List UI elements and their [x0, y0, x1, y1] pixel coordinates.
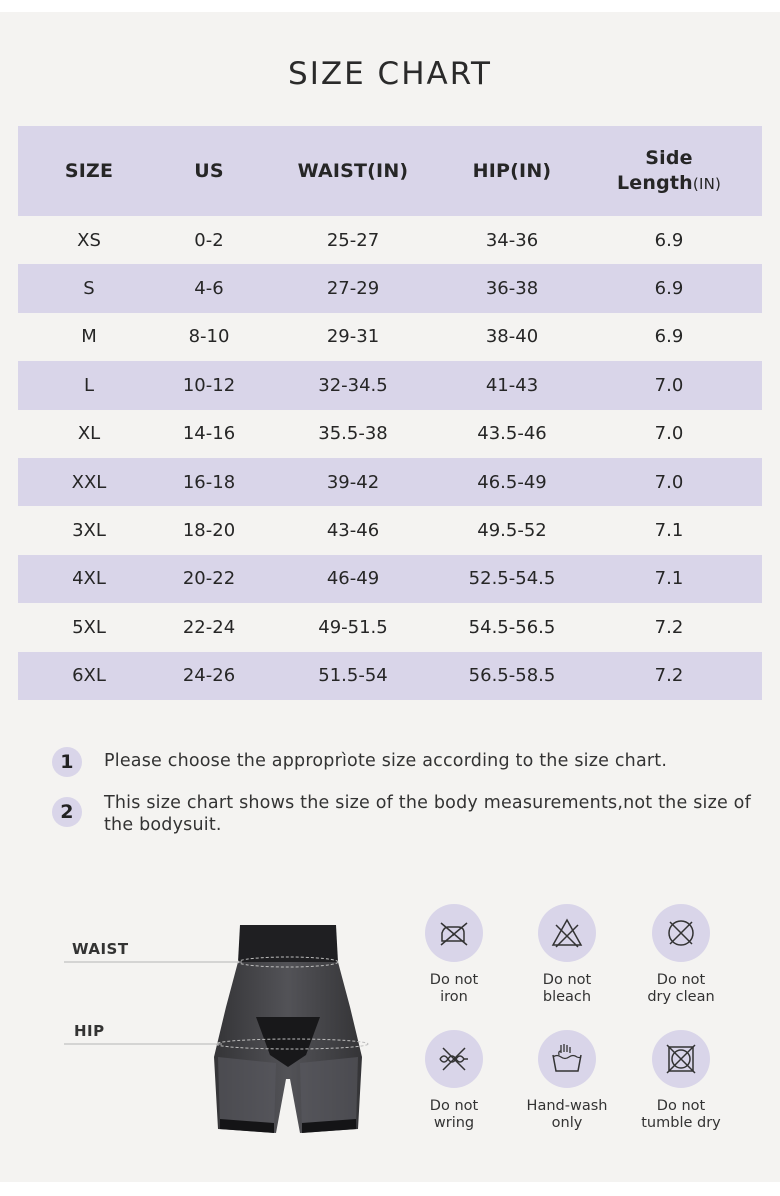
cell-side-length: 6.9	[576, 216, 762, 264]
cell-hip: 34-36	[448, 216, 576, 264]
table-row	[18, 603, 762, 651]
cell-us: 14-16	[160, 410, 258, 458]
cell-waist: 25-27	[258, 216, 448, 264]
header-side-length	[576, 126, 762, 216]
waist-label: WAIST	[72, 940, 129, 958]
size-chart-page	[0, 12, 780, 1182]
hand-wash-icon	[538, 1030, 596, 1088]
care-label: Do not iron	[429, 972, 479, 1005]
cell-side-length: 7.0	[576, 410, 762, 458]
cell-waist: 49-51.5	[258, 603, 448, 651]
cell-hip: 43.5-46	[448, 410, 576, 458]
table-row	[18, 458, 762, 506]
cell-waist: 51.5-54	[258, 652, 448, 700]
cell-us: 0-2	[160, 216, 258, 264]
care-label: Do not dry clean	[647, 972, 715, 1005]
cell-size: XXL	[18, 458, 160, 506]
cell-size: XL	[18, 410, 160, 458]
shapewear-shorts-image	[62, 907, 382, 1147]
no-tumble-dry-icon	[652, 1030, 710, 1088]
no-dry-clean-icon	[652, 904, 710, 962]
table-row	[18, 313, 762, 361]
table-body	[18, 216, 762, 700]
cell-hip: 56.5-58.5	[448, 652, 576, 700]
cell-us: 10-12	[160, 361, 258, 409]
hip-label: HIP	[74, 1022, 105, 1040]
header-size: SIZE	[18, 126, 160, 216]
note-text: Please choose the approprìote size according to the size chart.	[104, 751, 668, 771]
care-instructions	[410, 904, 750, 1154]
header-hip: HIP(IN)	[448, 126, 576, 216]
table-header-row	[18, 126, 762, 216]
table-row	[18, 361, 762, 409]
note-item	[52, 792, 752, 836]
cell-waist: 43-46	[258, 506, 448, 554]
header-us: US	[160, 126, 258, 216]
no-wring-icon	[425, 1030, 483, 1088]
notes-list	[52, 750, 752, 836]
note-item	[52, 750, 752, 772]
cell-size: M	[18, 313, 160, 361]
cell-waist: 32-34.5	[258, 361, 448, 409]
cell-side-length: 6.9	[576, 264, 762, 312]
table-row	[18, 555, 762, 603]
cell-us: 16-18	[160, 458, 258, 506]
header-side-line1: Side	[645, 146, 693, 169]
cell-size: 5XL	[18, 603, 160, 651]
page-title: SIZE CHART	[288, 56, 492, 92]
size-table	[18, 126, 762, 700]
cell-us: 20-22	[160, 555, 258, 603]
cell-hip: 54.5-56.5	[448, 603, 576, 651]
cell-hip: 36-38	[448, 264, 576, 312]
table-row	[18, 506, 762, 554]
note-number-badge: 1	[52, 747, 82, 777]
header-side-line2: Length	[616, 171, 693, 194]
cell-side-length: 7.1	[576, 555, 762, 603]
cell-us: 24-26	[160, 652, 258, 700]
cell-side-length: 6.9	[576, 313, 762, 361]
care-item	[507, 904, 627, 1006]
no-iron-icon	[425, 904, 483, 962]
cell-hip: 52.5-54.5	[448, 555, 576, 603]
cell-size: 3XL	[18, 506, 160, 554]
cell-waist: 27-29	[258, 264, 448, 312]
cell-hip: 49.5-52	[448, 506, 576, 554]
table-row	[18, 216, 762, 264]
cell-side-length: 7.0	[576, 458, 762, 506]
care-item	[621, 1030, 741, 1132]
cell-size: 6XL	[18, 652, 160, 700]
care-item	[394, 1030, 514, 1132]
care-label: Hand-wash only	[526, 1098, 608, 1131]
cell-us: 8-10	[160, 313, 258, 361]
care-label: Do not wring	[429, 1098, 479, 1131]
no-bleach-icon	[538, 904, 596, 962]
header-side-unit: (IN)	[692, 174, 722, 193]
cell-waist: 46-49	[258, 555, 448, 603]
cell-us: 4-6	[160, 264, 258, 312]
cell-size: XS	[18, 216, 160, 264]
cell-size: 4XL	[18, 555, 160, 603]
cell-size: S	[18, 264, 160, 312]
care-item	[621, 904, 741, 1006]
cell-side-length: 7.2	[576, 652, 762, 700]
cell-hip: 38-40	[448, 313, 576, 361]
care-item	[507, 1030, 627, 1132]
cell-side-length: 7.1	[576, 506, 762, 554]
cell-waist: 29-31	[258, 313, 448, 361]
cell-us: 22-24	[160, 603, 258, 651]
table-row	[18, 264, 762, 312]
cell-side-length: 7.0	[576, 361, 762, 409]
care-label: Do not tumble dry	[641, 1098, 721, 1131]
measurement-illustration	[62, 907, 382, 1147]
cell-side-length: 7.2	[576, 603, 762, 651]
care-label: Do not bleach	[542, 972, 592, 1005]
note-number-badge: 2	[52, 797, 82, 827]
cell-waist: 35.5-38	[258, 410, 448, 458]
cell-size: L	[18, 361, 160, 409]
cell-waist: 39-42	[258, 458, 448, 506]
table-row	[18, 652, 762, 700]
header-waist: WAIST(IN)	[258, 126, 448, 216]
cell-hip: 46.5-49	[448, 458, 576, 506]
cell-hip: 41-43	[448, 361, 576, 409]
note-text: This size chart shows the size of the body measurements,not the size of the bodysuit.	[104, 793, 751, 835]
table-row	[18, 410, 762, 458]
care-item	[394, 904, 514, 1006]
cell-us: 18-20	[160, 506, 258, 554]
